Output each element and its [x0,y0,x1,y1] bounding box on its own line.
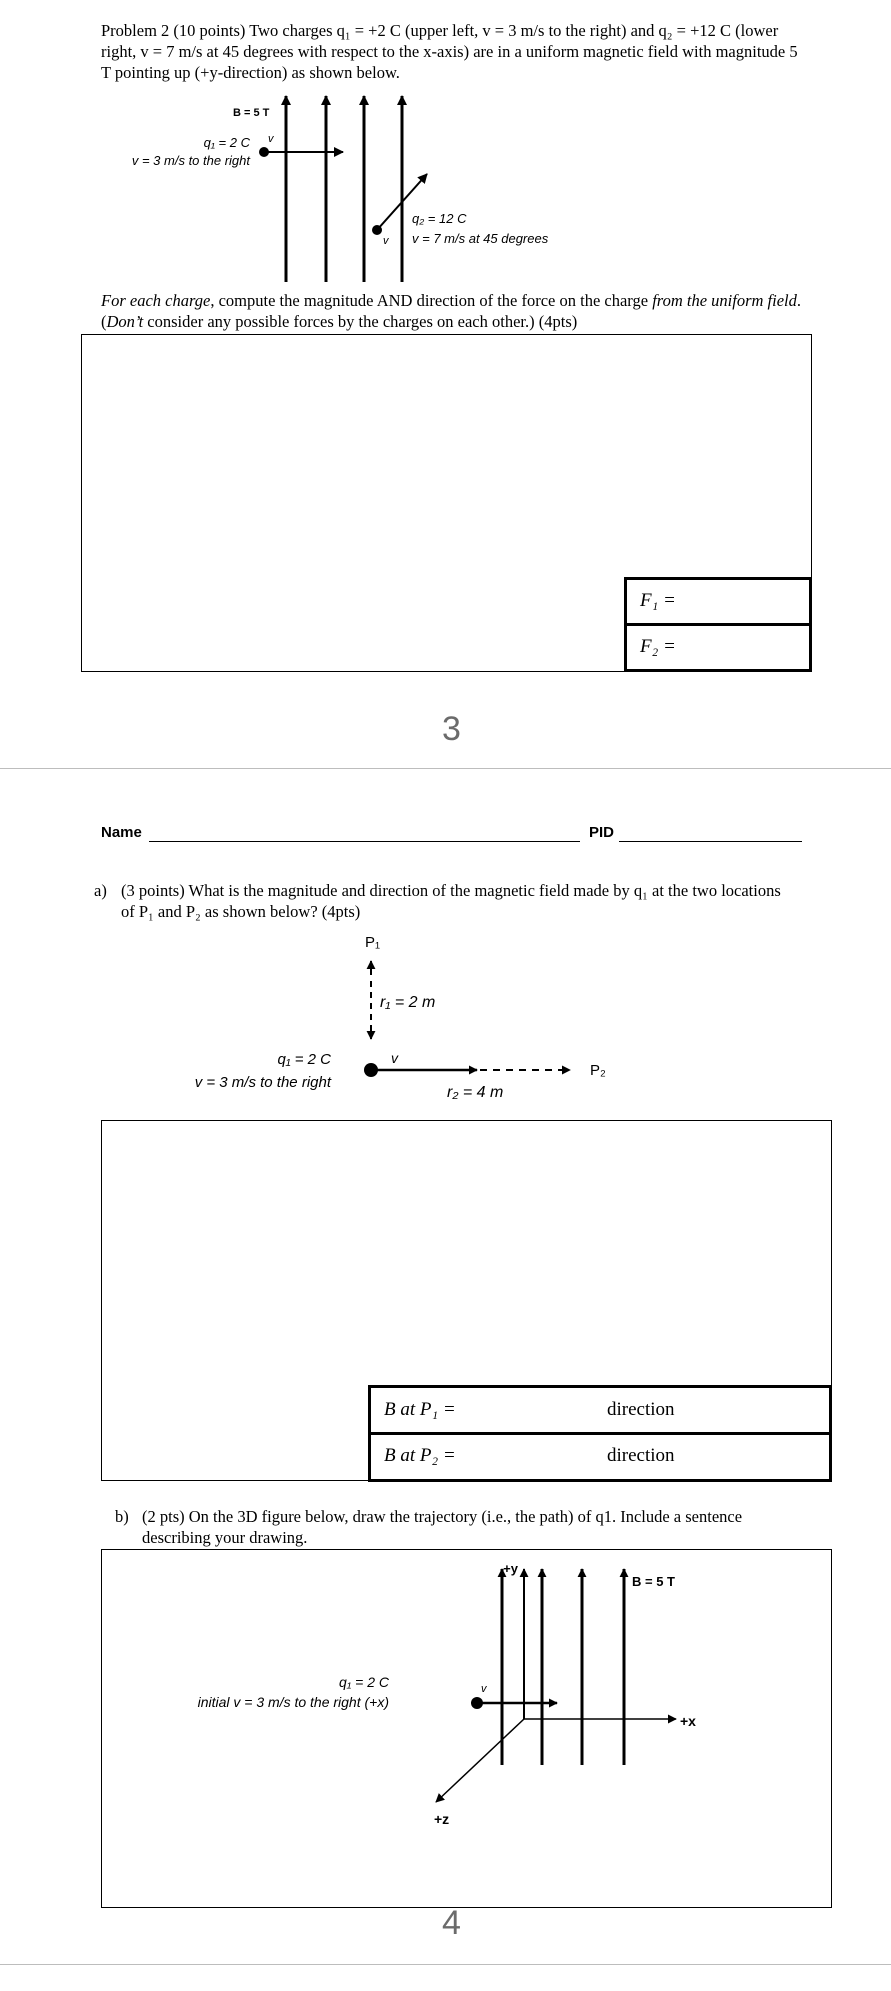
question-italic-2: from the uniform field [652,291,797,310]
page-separator [0,768,891,769]
name-line[interactable] [149,841,580,842]
pid-line[interactable] [619,841,802,842]
q2-velocity-label: v = 7 m/s at 45 degrees [412,231,549,246]
part-a-letter: a) [94,881,107,900]
question-text-2: . ( [101,291,802,331]
b-p2-label: B at P₂ = [384,1445,456,1466]
answer-field-b-p2[interactable] [368,1432,832,1482]
figure-3d-axes [150,1555,710,1845]
name-label: Name [101,824,142,841]
field-label: B = 5 T [632,1574,675,1589]
problem-2-intro: Problem 2 (10 points) Two charges q₁ = +2 C (upper left, v = 3 m/s to the right) and q₂ = +12 C (lower right, v = 7 m/s at 45 degrees with respect to the x-axis) are in a uniform magnetic field with magnitude 5 T pointing up (+y-direction) as shown below. [101,21,798,82]
z-axis [436,1719,524,1802]
question-italic-3: Don’t [106,312,144,331]
q1-label: q₁ = 2 C [203,135,250,150]
part-b-text: (2 pts) On the 3D figure below, draw the trajectory (i.e., the path) of q1. Include a sentence describing your drawing. [142,1507,743,1547]
question-text-1: , compute the magnitude AND direction of the force on the charge [210,291,653,310]
figure-field-points [150,925,650,1110]
q2-v-label: v [383,235,389,247]
r1-label: r₁ = 2 m [380,994,436,1011]
plus-z-label: +z [434,1811,450,1827]
f1-label: F₁ = [640,590,676,611]
q1-label: q₁ = 2 C [339,1674,389,1690]
plus-x-label: +x [680,1713,696,1729]
pid-label: PID [589,824,615,841]
figure-charges-in-field [100,90,600,290]
part-a-text: (3 points) What is the magnitude and direction of the magnetic field made by q₁ at the two locations of P₁ and P₂ as shown below? (4pts) [121,881,781,921]
v-label: v [481,1683,487,1695]
answer-field-f2[interactable] [624,623,812,672]
page-number-4: 4 [442,1904,461,1942]
b-p2-direction-label: direction [607,1445,675,1466]
q2-label: q₂ = 12 C [412,211,467,226]
r2-label: r₂ = 4 m [447,1084,504,1101]
q1-label: q₁ = 2 C [277,1051,331,1068]
f2-label: F₂ = [640,636,676,657]
b-p1-label: B at P₁ = [384,1399,456,1420]
answer-field-f1[interactable] [624,577,812,626]
v-label: v [391,1050,398,1066]
q1-velocity-label: v = 3 m/s to the right [131,153,250,168]
q1-velocity-label: v = 3 m/s to the right [194,1074,331,1091]
question-italic-1: For each charge [101,291,211,310]
part-b-letter: b) [115,1507,129,1526]
answer-field-b-p1[interactable] [368,1385,832,1435]
q1-v-label: v [268,133,274,145]
question-text-3: consider any possible forces by the charges on each other.) (4pts) [143,312,578,331]
plus-y-label: +y [503,1561,518,1576]
force-question [101,290,801,332]
p2-label: P₂ [590,1062,606,1079]
q1-velocity-label: initial v = 3 m/s to the right (+x) [197,1694,389,1710]
page-bottom-separator [0,1964,891,1965]
field-label: B = 5 T [233,107,270,119]
b-p1-direction-label: direction [607,1399,675,1420]
p1-label: P₁ [365,934,381,951]
page-number-3: 3 [442,710,461,748]
